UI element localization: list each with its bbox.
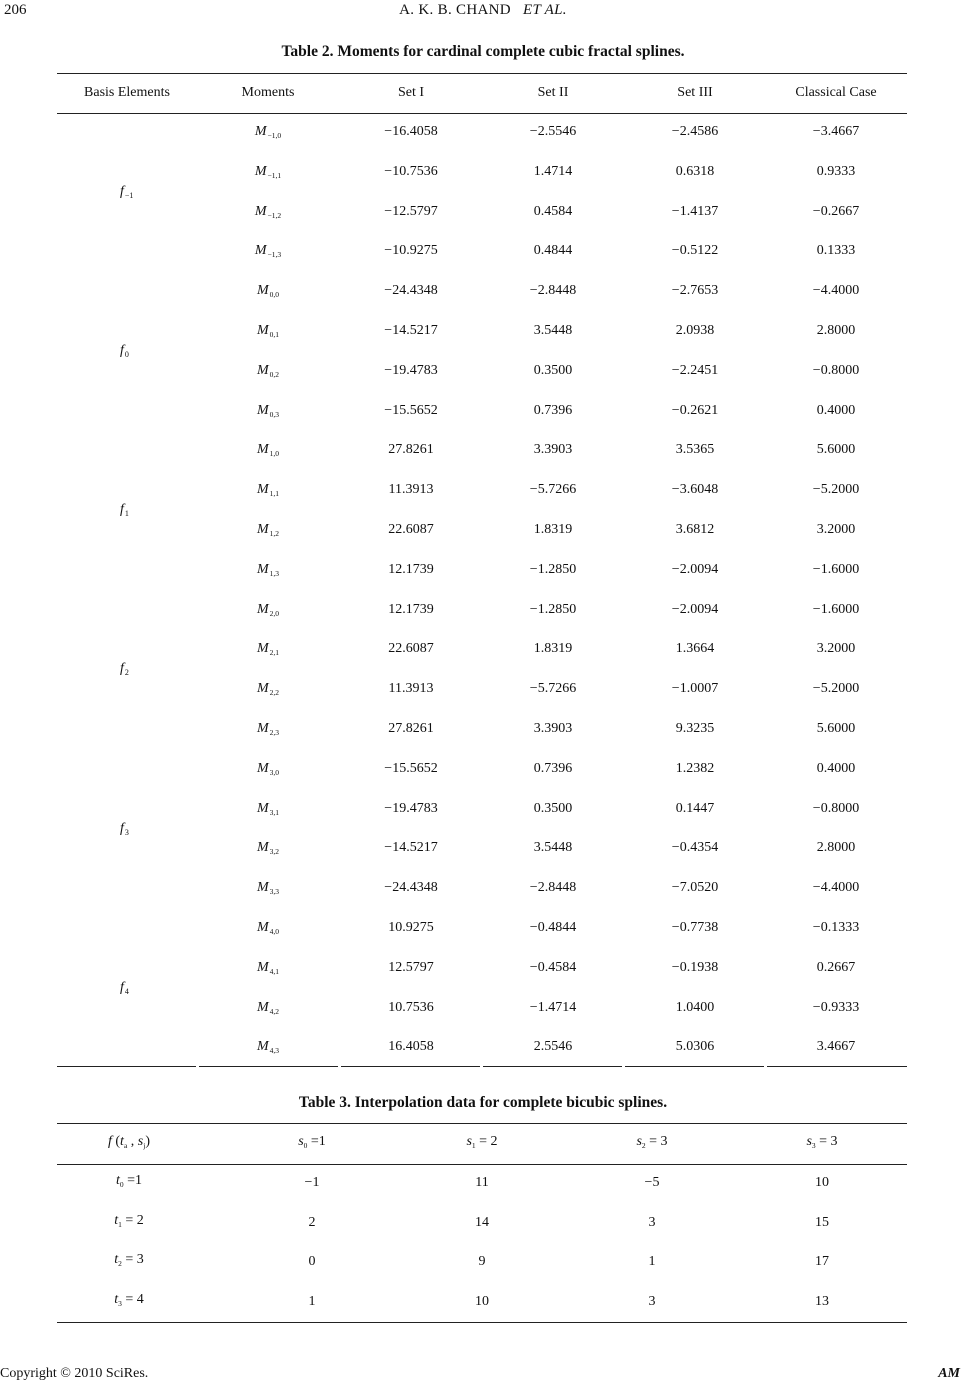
table2-value-4-0-1: 0.7396: [533, 760, 573, 776]
table2-bottom-rule-0: [57, 1066, 196, 1067]
table2-basis-subscript: 0: [124, 349, 129, 359]
table2-basis-subscript: 4: [124, 986, 129, 996]
moment-subscript: 1,0: [269, 449, 280, 459]
corner-f: f: [107, 1134, 112, 1149]
table2-value-1-3-1: 0.7396: [533, 402, 573, 418]
table2-value-3-3-0: 27.8261: [388, 721, 434, 736]
table2-value-1-1-2: 2.0938: [675, 323, 715, 338]
table2-value-4-1-3: −0.8000: [812, 800, 860, 816]
table2-value-0-3-0: −10.9275: [384, 243, 438, 259]
table2-value-1-2-0: −19.4783: [384, 362, 438, 378]
table2-value-3-0-2: −2.0094: [671, 601, 719, 617]
table2-value-4-3-2: −7.0520: [671, 880, 719, 896]
table2-value-2-3-1: −1.2850: [529, 561, 577, 577]
table2-value-0-3-1: 0.4844: [533, 243, 573, 259]
table2-value-1-3-2: −0.2621: [671, 402, 719, 418]
table2-moment-1-3: $M_{0,3}$: [256, 402, 280, 419]
table2-moment-1-0: $M_{0,0}$: [256, 283, 280, 300]
table3-value-3-3: 13: [815, 1294, 829, 1310]
table2-moment-3-2: $M_{2,2}$: [256, 681, 280, 698]
table2-value-3-3-1: 3.3903: [533, 721, 573, 736]
moment-subscript: 4,2: [269, 1006, 280, 1016]
table2-value-4-0-0: −15.5652: [384, 760, 438, 776]
table2-value-2-1-1: −5.7266: [529, 482, 577, 498]
moment-subscript: 0,2: [269, 369, 280, 379]
moment-subscript: 0,3: [269, 409, 280, 419]
col-header-1-symbol: $s_1$: [466, 1134, 476, 1150]
table2-value-4-1-2: 0.1447: [675, 800, 715, 816]
table2-moment-4-3: $M_{3,3}$: [256, 880, 280, 897]
table2-header-1: Moments: [241, 85, 295, 100]
table2-moment-5-1: $M_{4,1}$: [256, 959, 280, 976]
running-head-authors: A. K. B. CHAND: [399, 2, 511, 18]
table2-value-4-0-3: 0.4000: [816, 760, 856, 776]
table2-moment-0-2: $M_{-1,2}$: [254, 203, 282, 220]
col-header-0-subscript: 0: [303, 1141, 308, 1150]
table2-header-rule: [57, 113, 907, 114]
table2-moment-5-2: $M_{4,2}$: [256, 999, 280, 1016]
moment-subscript: 2,0: [269, 608, 280, 618]
corner-s-subscript: j: [143, 1141, 146, 1150]
table2-moment-4-0: $M_{3,0}$: [256, 760, 280, 777]
table3-value-1-3: 15: [815, 1214, 829, 1230]
col-header-2-subscript: 2: [641, 1141, 646, 1150]
moment-subscript: −1,0: [267, 131, 282, 140]
moment-subscript: 3,0: [269, 767, 280, 777]
table2-value-0-1-2: 0.6318: [675, 163, 715, 179]
table2-value-1-2-1: 0.3500: [533, 362, 573, 378]
table3-value-3-0: 1: [308, 1294, 316, 1310]
table2-basis-subscript: 3: [124, 827, 129, 837]
table2-value-5-2-0: 10.7536: [388, 999, 434, 1015]
table2-basis-subscript: −1: [124, 190, 134, 200]
table3-header-rule: [57, 1164, 907, 1165]
row-label-0-symbol: $t_0$: [115, 1173, 124, 1189]
table2-value-5-3-0: 16.4058: [388, 1039, 434, 1055]
table2-value-5-0-1: −0.4844: [529, 920, 577, 935]
table2-value-5-1-1: −0.4584: [529, 959, 577, 975]
table2-value-3-3-2: 9.3235: [675, 721, 715, 736]
table3-col-header-0: $s_0 =1$: [298, 1134, 326, 1150]
table2-value-5-2-1: −1.4714: [529, 999, 577, 1015]
table2-moment-2-2: $M_{1,2}$: [256, 522, 280, 538]
table3-top-rule: [57, 1123, 907, 1124]
table2-value-4-2-0: −14.5217: [384, 840, 438, 856]
table2-value-2-1-3: −5.2000: [812, 482, 860, 498]
table3-value-1-2: 3: [648, 1214, 656, 1230]
row-label-1-symbol: $t_1$: [114, 1212, 122, 1229]
table2-moment-5-0: $M_{4,0}$: [256, 920, 280, 936]
table2-value-1-1-0: −14.5217: [384, 323, 438, 338]
table2-value-4-2-3: 2.8000: [816, 840, 856, 856]
table2-bottom-rule-5: [767, 1066, 907, 1067]
moment-subscript: −1,1: [267, 170, 282, 180]
table2-value-0-2-3: −0.2667: [812, 203, 860, 219]
table3-row-label-0: $t_0 =1$: [115, 1173, 143, 1189]
table2-moment-2-1: $M_{1,1}$: [256, 482, 280, 499]
table2-value-0-3-2: −0.5122: [671, 243, 719, 259]
table2-value-5-3-1: 2.5546: [533, 1039, 573, 1055]
table2-value-5-1-2: −0.1938: [671, 959, 719, 975]
table2-value-1-0-1: −2.8448: [529, 283, 577, 299]
row-label-1-subscript: 1: [118, 1219, 122, 1229]
table2-value-5-2-3: −0.9333: [812, 999, 860, 1015]
table2-bottom-rule-3: [483, 1066, 622, 1067]
row-label-3-subscript: 3: [118, 1299, 122, 1309]
table3-value-0-1: 11: [475, 1175, 489, 1190]
table2-moment-5-3: $M_{4,3}$: [256, 1039, 280, 1056]
table2-value-4-2-2: −0.4354: [671, 840, 719, 856]
table2-value-1-3-3: 0.4000: [816, 402, 856, 418]
table2-moment-3-0: $M_{2,0}$: [256, 601, 280, 618]
table2-moment-0-1: $M_{-1,1}$: [254, 163, 282, 180]
table3-col-header-1: $s_1 = 2$: [466, 1134, 498, 1150]
table2-value-3-2-0: 11.3913: [388, 681, 434, 697]
moment-subscript: 4,1: [269, 966, 280, 976]
table2-value-3-0-3: −1.6000: [812, 601, 860, 617]
table2-moment-2-3: $M_{1,3}$: [256, 561, 280, 578]
footer-copyright: Copyright © 2010 SciRes.: [0, 1366, 149, 1381]
table2-value-1-2-3: −0.8000: [812, 362, 860, 378]
table2-value-5-2-2: 1.0400: [675, 999, 715, 1015]
moment-subscript: −1,2: [267, 210, 282, 220]
corner-s-symbol: $s_j$: [137, 1134, 146, 1150]
table2-header-4: Set III: [677, 85, 713, 100]
table2-value-3-2-2: −1.0007: [671, 681, 719, 697]
table2-value-5-0-0: 10.9275: [388, 920, 434, 935]
table2-value-1-0-0: −24.4348: [384, 283, 438, 299]
table3-value-1-1: 14: [475, 1214, 489, 1230]
table2-value-2-2-2: 3.6812: [675, 522, 715, 537]
moment-subscript: 1,2: [269, 529, 280, 538]
table2-value-0-1-1: 1.4714: [533, 163, 573, 179]
table2-value-2-3-0: 12.1739: [388, 561, 434, 577]
moment-subscript: 2,3: [269, 728, 280, 737]
table2-value-2-0-2: 3.5365: [675, 442, 715, 458]
table2-moment-0-0: $M_{-1,0}$: [254, 124, 282, 140]
table2-value-3-0-1: −1.2850: [529, 601, 577, 617]
table2-caption: Table 2. Moments for cardinal complete cubic fractal splines.: [281, 43, 685, 60]
running-head: [0, 2, 966, 19]
table3-value-2-1: 9: [478, 1254, 486, 1270]
table2-bottom-rule-4: [625, 1066, 764, 1067]
row-label-3-symbol: $t_3$: [114, 1292, 122, 1309]
table2-basis-1: $f_0$: [120, 342, 129, 359]
table2-value-5-0-2: −0.7738: [671, 920, 719, 935]
table3-col-header-3: $s_3 = 3$: [806, 1134, 838, 1150]
table2-moment-1-1: $M_{0,1}$: [256, 323, 280, 339]
table2-value-2-2-3: 3.2000: [816, 522, 856, 537]
table2-value-3-2-1: −5.7266: [529, 681, 577, 697]
row-label-2-symbol: $t_2$: [114, 1252, 122, 1269]
table2-value-3-0-0: 12.1739: [388, 601, 434, 617]
page-number: 206: [4, 2, 27, 18]
table2-value-4-3-0: −24.4348: [384, 880, 438, 896]
running-head-et-al: ET AL.: [523, 2, 567, 18]
col-header-0-symbol: $s_0$: [298, 1134, 308, 1150]
table2-value-0-0-1: −2.5546: [529, 124, 577, 139]
table2-value-3-1-1: 1.8319: [533, 641, 573, 657]
row-label-2-subscript: 2: [118, 1259, 122, 1269]
table3-value-2-3: 17: [815, 1254, 829, 1270]
table2-value-4-1-0: −19.4783: [384, 800, 438, 816]
moment-subscript: 1,3: [269, 568, 280, 578]
corner-t-symbol: $t_a$: [120, 1134, 128, 1150]
table2-value-0-1-3: 0.9333: [816, 163, 856, 179]
table2-basis-4: $f_3$: [120, 820, 129, 837]
table2-header-2: Set I: [397, 85, 425, 100]
table2-value-0-0-2: −2.4586: [671, 124, 719, 139]
table2-value-1-0-2: −2.7653: [671, 283, 719, 299]
table2-value-3-1-2: 1.3664: [675, 641, 715, 657]
table2-basis-5: $f_4$: [120, 979, 129, 996]
table2-value-0-3-3: 0.1333: [816, 243, 856, 259]
table2-value-0-2-0: −12.5797: [384, 203, 438, 219]
moment-subscript: 4,3: [269, 1046, 280, 1056]
table2-top-rule: [57, 73, 907, 74]
table2-header-0: Basis Elements: [84, 85, 170, 100]
table3-value-1-0: 2: [308, 1214, 316, 1230]
table3-caption: Table 3. Interpolation data for complete bicubic splines.: [298, 1094, 668, 1111]
corner-t-subscript: a: [123, 1141, 128, 1150]
table2-value-4-3-1: −2.8448: [529, 880, 577, 896]
table2-value-1-2-2: −2.2451: [671, 362, 719, 378]
moment-subscript: 3,3: [269, 887, 280, 897]
moment-subscript: 4,0: [269, 927, 280, 936]
moment-subscript: 0,0: [269, 290, 280, 300]
table3-row-label-2: $t_2 = 3$: [114, 1252, 144, 1269]
moment-subscript: 2,1: [269, 648, 280, 658]
table2-basis-0: $f_{-1}$: [120, 183, 134, 200]
table2-bottom-rule-1: [199, 1066, 338, 1067]
table2-basis-subscript: 2: [124, 668, 129, 678]
table3-value-3-1: 10: [475, 1294, 489, 1310]
table2-value-1-0-3: −4.4000: [812, 283, 860, 299]
table2-value-2-0-3: 5.6000: [816, 442, 856, 458]
table2-value-0-2-1: 0.4584: [533, 203, 573, 219]
table2-moment-1-2: $M_{0,2}$: [256, 362, 280, 379]
table2-header-5: Classical Case: [795, 85, 877, 100]
table3-value-0-2: −5: [644, 1175, 660, 1190]
moment-subscript: 1,1: [269, 489, 280, 499]
col-header-2-symbol: $s_2$: [636, 1134, 646, 1150]
table3-bottom-rule: [57, 1322, 907, 1323]
table2-header-3: Set II: [537, 85, 569, 100]
row-label-0-subscript: 0: [119, 1180, 124, 1189]
table2-moment-2-0: $M_{1,0}$: [256, 442, 280, 459]
table2-moment-4-2: $M_{3,2}$: [256, 840, 280, 857]
table2-value-5-3-3: 3.4667: [816, 1039, 856, 1055]
table2-moment-3-3: $M_{2,3}$: [256, 721, 280, 737]
moment-subscript: 2,2: [269, 688, 280, 698]
col-header-3-symbol: $s_3$: [806, 1134, 816, 1150]
table2-value-3-1-0: 22.6087: [388, 641, 434, 657]
col-header-3-subscript: 3: [811, 1141, 816, 1150]
table3-value-0-0: −1: [304, 1175, 320, 1190]
table3-value-2-0: 0: [308, 1254, 316, 1270]
footer-journal: AM: [938, 1366, 960, 1381]
table3-value-0-3: 10: [815, 1175, 829, 1190]
table2-value-2-0-1: 3.3903: [533, 442, 573, 458]
table2-moment-3-1: $M_{2,1}$: [256, 641, 280, 658]
moment-subscript: −1,3: [267, 250, 282, 260]
table2-value-1-3-0: −15.5652: [384, 402, 438, 418]
table2-value-0-0-3: −3.4667: [812, 124, 860, 139]
table2-value-0-1-0: −10.7536: [384, 163, 438, 179]
table2-value-3-3-3: 5.6000: [816, 721, 856, 736]
table2-value-2-0-0: 27.8261: [388, 442, 434, 458]
table2-value-5-0-3: −0.1333: [812, 920, 860, 935]
table2-bottom-rule-2: [341, 1066, 480, 1067]
table2-value-0-2-2: −1.4137: [671, 203, 719, 219]
table3-corner-header: f ($t_a$ , $s_j$): [107, 1134, 151, 1150]
table3-value-2-2: 1: [648, 1254, 656, 1270]
table2-value-2-1-2: −3.6048: [671, 482, 719, 498]
table2-value-5-1-0: 12.5797: [388, 959, 434, 975]
table3-row-label-3: $t_3 = 4$: [114, 1292, 144, 1309]
table2-value-4-2-1: 3.5448: [533, 840, 573, 856]
table2-value-5-3-2: 5.0306: [675, 1039, 715, 1055]
table2-value-4-0-2: 1.2382: [675, 760, 715, 776]
moment-subscript: 3,1: [269, 807, 280, 817]
table2-moment-0-3: $M_{-1,3}$: [254, 243, 282, 260]
table2-value-3-2-3: −5.2000: [812, 681, 860, 697]
moment-subscript: 0,1: [269, 330, 280, 339]
table2-value-1-1-3: 2.8000: [816, 323, 856, 338]
table2-value-2-3-3: −1.6000: [812, 561, 860, 577]
table2-value-4-3-3: −4.4000: [812, 880, 860, 896]
table2-value-2-1-0: 11.3913: [388, 482, 434, 498]
table2-value-1-1-1: 3.5448: [533, 323, 573, 338]
moment-subscript: 3,2: [269, 847, 280, 857]
table2-value-2-2-1: 1.8319: [533, 522, 573, 537]
table2-moment-4-1: $M_{3,1}$: [256, 800, 280, 817]
table2-value-2-3-2: −2.0094: [671, 561, 719, 577]
table2-value-5-1-3: 0.2667: [816, 959, 856, 975]
table2-value-3-1-3: 3.2000: [816, 641, 856, 657]
table3-col-header-2: $s_2 = 3$: [636, 1134, 668, 1150]
table2-value-0-0-0: −16.4058: [384, 124, 438, 139]
table2-value-4-1-1: 0.3500: [533, 800, 573, 816]
table3-row-label-1: $t_1 = 2$: [114, 1212, 144, 1229]
table2-basis-subscript: 1: [124, 509, 129, 519]
table3-value-3-2: 3: [648, 1294, 656, 1310]
table2-basis-2: $f_1$: [120, 502, 129, 519]
table2-value-2-2-0: 22.6087: [388, 522, 434, 537]
table2-basis-3: $f_2$: [120, 661, 129, 678]
col-header-1-subscript: 1: [471, 1141, 476, 1150]
